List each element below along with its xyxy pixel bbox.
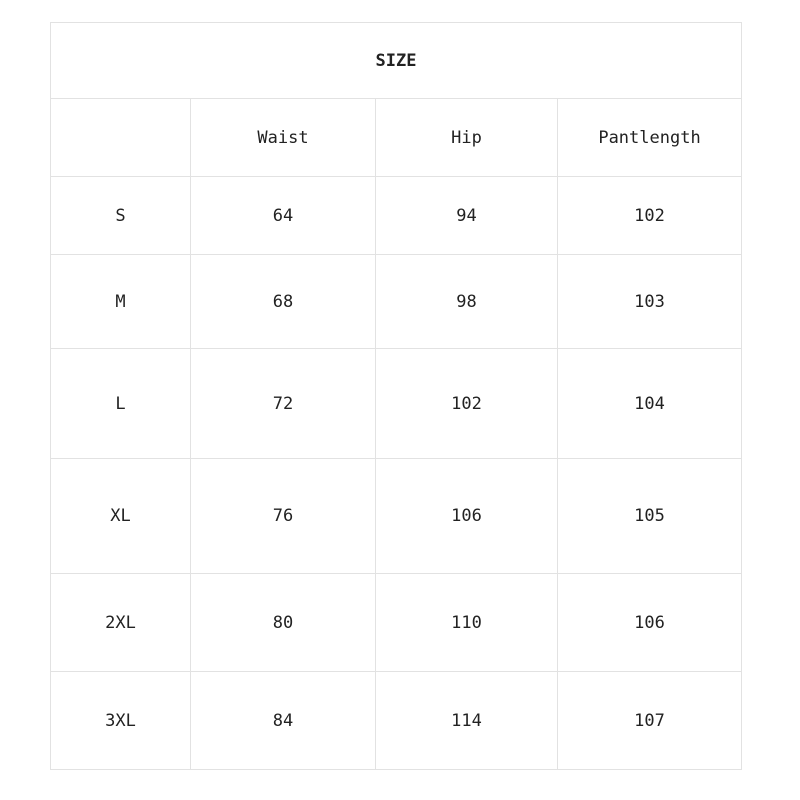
header-cell-pantlength: Pantlength [558,99,742,177]
waist-cell: 72 [191,349,376,459]
table-row [51,177,742,255]
header-row [51,99,742,177]
header-cell-hip: Hip [376,99,558,177]
table-row [51,574,742,672]
hip-cell: 102 [376,349,558,459]
waist-cell: 64 [191,177,376,255]
table-row [51,672,742,770]
waist-cell: 80 [191,574,376,672]
size-label-cell: S [51,177,191,255]
size-label-cell: 2XL [51,574,191,672]
size-label-cell: XL [51,459,191,574]
waist-cell: 76 [191,459,376,574]
hip-cell: 98 [376,255,558,349]
table-row [51,349,742,459]
hip-cell: 110 [376,574,558,672]
pantlength-cell: 106 [558,574,742,672]
table-title: SIZE [51,23,742,99]
pantlength-cell: 105 [558,459,742,574]
size-label-cell: M [51,255,191,349]
table-row [51,459,742,574]
title-row [51,23,742,99]
size-label-cell: L [51,349,191,459]
table-row [51,255,742,349]
pantlength-cell: 107 [558,672,742,770]
waist-cell: 84 [191,672,376,770]
size-label-cell: 3XL [51,672,191,770]
header-cell-size [51,99,191,177]
header-cell-waist: Waist [191,99,376,177]
pantlength-cell: 104 [558,349,742,459]
hip-cell: 106 [376,459,558,574]
pantlength-cell: 103 [558,255,742,349]
pantlength-cell: 102 [558,177,742,255]
hip-cell: 114 [376,672,558,770]
size-chart-table [50,22,742,770]
hip-cell: 94 [376,177,558,255]
waist-cell: 68 [191,255,376,349]
